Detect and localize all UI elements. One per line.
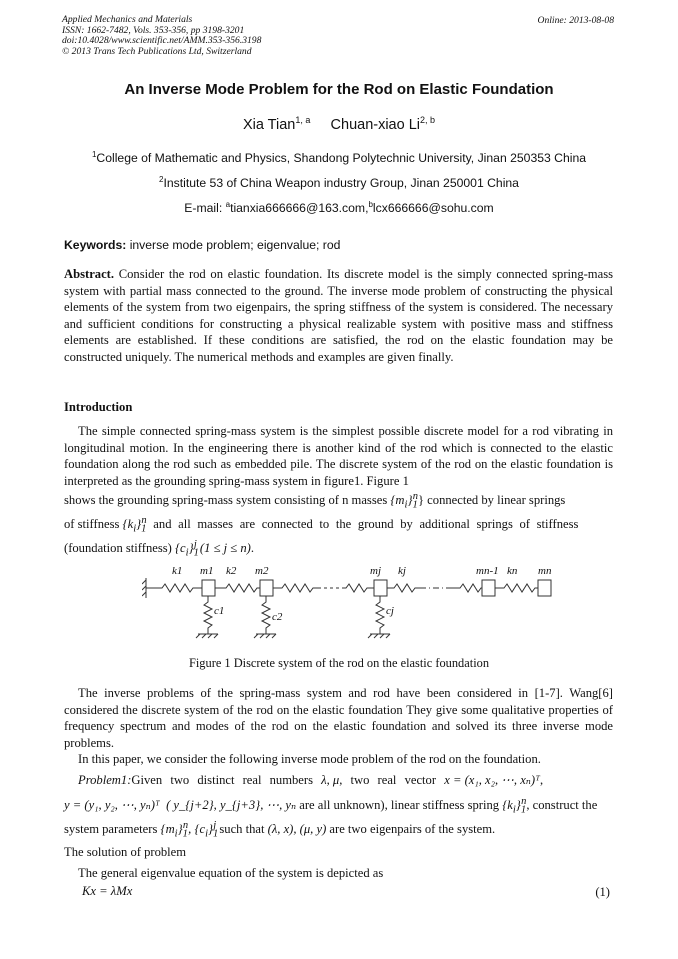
abstract-text: Consider the rod on elastic foundation. Its discrete model is the simply connected spring-mass system with partial mass connected to the ground. The inverse mode problem of constructing the physical elements of the system from two eigenpairs, the spring stiffness of the system is considered. The necessary and sufficient conditions for constructing a physical realizable system with positive mass and stiffness elements are established. If these conditions are satisfied, the rod on the elastic foundation may be constructed uniquely. The numerical methods and examples are given finally. (64, 267, 613, 364)
spring-cj (376, 596, 384, 634)
label-k1: k1 (172, 565, 183, 577)
aff-text: College of Mathematic and Physics, Shandong Polytechnic University, Jinan 250353 China (96, 151, 587, 166)
issn-line: ISSN: 1662-7482, Vols. 353-356, pp 3198-3201 (62, 24, 245, 36)
problem-line-3 (64, 820, 495, 840)
label-m1: m1 (200, 565, 214, 577)
email-sup: a (225, 200, 231, 209)
online-date: Online: 2013-08-08 (537, 15, 614, 26)
intro-line-2 (64, 491, 565, 511)
related-work-text: The inverse problems of the spring-mass system and rod have been considered in [1-7]. Wang[6] considered the discrete system of the rod on the elastic foundation They give some qualitative properties of frequency spectrum and modes of the rod on the elastic foundation and solved its three inverse mode problems. (64, 686, 613, 750)
keywords-text: inverse mode problem; eigenvalue; rod (126, 238, 341, 252)
math-k2: $\{k_i\}_1^n$ (502, 796, 527, 816)
label-c2: c2 (272, 611, 283, 623)
math-y-vector: y = (y₁, y₂, ⋯, yₙ)ᵀ (64, 798, 160, 813)
label-k2: k2 (226, 565, 237, 577)
intro-line-3 (64, 515, 578, 535)
text-span: and all masses are connected to the ground by additional springs of stiffness (146, 517, 579, 532)
copyright-line: © 2013 Trans Tech Publications Ltd, Switzerland (62, 45, 252, 57)
label-mn-1: mn-1 (476, 565, 499, 577)
text-span: . (250, 541, 254, 556)
mass-mn-1 (482, 580, 495, 596)
math-eigenpairs: (λ, x), (μ, y) (267, 822, 327, 837)
abstract (64, 266, 613, 366)
spring-k1 (146, 584, 202, 592)
email-b[interactable]: lcx666666@sohu.com (372, 201, 494, 216)
label-m2: m2 (255, 565, 269, 577)
text-span: are all unknown), linear stiffness spring (296, 798, 503, 813)
email-prefix: E-mail: (184, 201, 226, 216)
spring-segment (342, 584, 374, 592)
author-name: Chuan-xiao Li (330, 116, 421, 133)
label-kn: kn (507, 565, 518, 577)
email-line (0, 200, 678, 215)
mass-m2 (260, 580, 273, 596)
email-sup: b (368, 200, 373, 209)
intro-heading: Introduction (64, 400, 133, 414)
equation-intro: The general eigenvalue equation of the system is depicted as (78, 866, 384, 880)
journal-header (62, 15, 261, 57)
intro-paragraph (64, 423, 613, 489)
spring-kj (387, 584, 420, 592)
spring-segment (452, 584, 482, 592)
spring-c1 (204, 596, 212, 634)
text-span: , (539, 773, 544, 787)
label-c1: c1 (214, 605, 225, 617)
author-sup: 2, b (420, 115, 436, 125)
affiliation-2 (0, 175, 678, 190)
label-mj: mj (370, 565, 381, 577)
mass-mj (374, 580, 387, 596)
intro-text: The simple connected spring-mass system is the simplest possible discrete model for a rod vibrating in longitudinal motion. In the engineering there is another kind of the rod which is connected to the elastic foundation along the rod such as embedded pile. The discrete system of the rod on the elastic foundation is interpreted as the grounding spring-mass system in figure1. Figure 1 (64, 424, 613, 488)
text-span: shows the grounding spring-mass system consisting of n masses (64, 493, 391, 508)
problem-line-1 (78, 772, 613, 788)
journal-name: Applied Mechanics and Materials (62, 14, 193, 25)
math-y-tail: ( y_{j+2}, y_{j+3}, ⋯, yₙ (166, 798, 297, 813)
math-k: $\{k_i\}_1^n$ (122, 515, 147, 535)
spring-kn (495, 584, 538, 592)
keywords (64, 238, 340, 252)
text-span: are two eigenpairs of the system. (326, 822, 496, 837)
affiliation-1 (0, 150, 678, 165)
email-a[interactable]: tianxia666666@163.com, (230, 201, 369, 216)
figure-caption: Figure 1 Discrete system of the rod on the elastic foundation (188, 656, 490, 670)
label-mn: mn (538, 565, 552, 577)
text-span: , two real vector (339, 773, 445, 787)
math-m2: $\{m_i\}_1^n$, $\{c_i\}_1^j$ (160, 820, 219, 840)
scope-text: In this paper, we consider the following inverse mode problem of the rod on the foundation. (78, 752, 541, 767)
math-lambda-mu: λ, μ (321, 773, 340, 787)
aff-sup: 2 (159, 175, 164, 184)
paper-title: An Inverse Mode Problem for the Rod on Elastic Foundation (124, 81, 554, 98)
text-span: (foundation stiffness) (64, 541, 175, 556)
math-m: $\{m_i\}_1^n$ (390, 491, 418, 511)
text-span: } connected by linear springs (417, 493, 566, 508)
related-work-paragraph (64, 685, 613, 768)
equation-number: (1) (595, 885, 610, 899)
text-span: of stiffness (64, 517, 123, 532)
text-span: system parameters (64, 822, 161, 837)
spring-k2 (215, 584, 260, 592)
author-name: Xia Tian (242, 116, 296, 133)
equation-1: Kx = λMx (82, 884, 133, 898)
spring-c2 (262, 596, 270, 634)
author-sup: 1, a (295, 115, 311, 125)
keywords-label: Keywords: (64, 238, 127, 252)
math-c: $\{c_i\}_1^j$ (1 ≤ j ≤ n) (175, 539, 251, 559)
author-list (0, 115, 678, 133)
aff-sup: 1 (91, 150, 97, 159)
mass-mn (538, 580, 551, 596)
spring-mass-figure (142, 562, 562, 654)
problem-label: Problem1: (78, 773, 132, 787)
mass-m1 (202, 580, 215, 596)
math-x-vector: x = (x₁, x₂, ⋯, xₙ)ᵀ (444, 773, 540, 787)
label-cj: cj (386, 605, 394, 617)
spring-segment (273, 584, 318, 592)
intro-line-4 (64, 539, 254, 559)
label-kj: kj (398, 565, 406, 577)
doi-line: doi:10.4028/www.scientific.net/AMM.353-356.3198 (62, 35, 262, 47)
text-span: , construct the (526, 798, 598, 813)
aff-text: Institute 53 of China Weapon industry Group, Jinan 250001 China (163, 176, 519, 191)
problem-line-2 (64, 796, 597, 816)
solution-heading: The solution of problem (64, 845, 187, 859)
abstract-label: Abstract. (64, 267, 115, 281)
text-span: such that (216, 822, 268, 837)
text-span: Given two distinct real numbers (131, 773, 322, 787)
